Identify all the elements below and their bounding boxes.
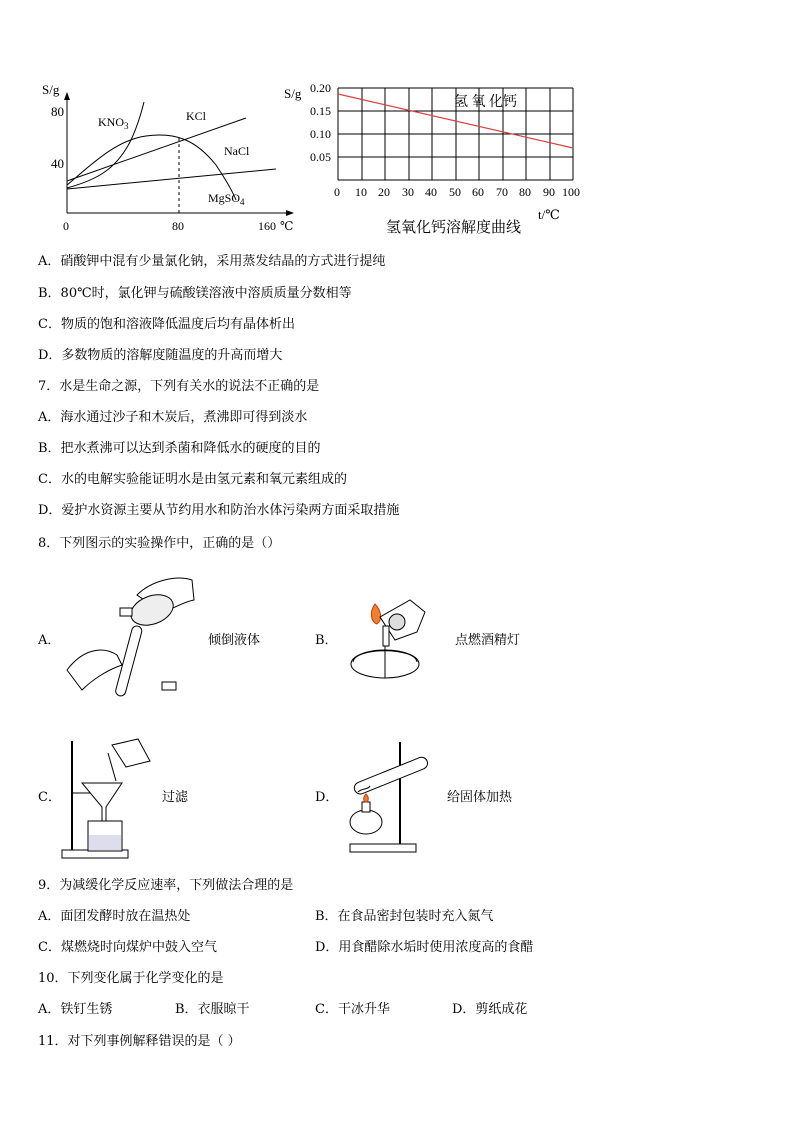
q7-option-c[interactable]: C．水的电解实验能证明水是由氢元素和氧元素组成的 [38,472,347,487]
x-tick-160: 160 [258,219,276,233]
x-tick: 10 [355,185,367,199]
heating-solid-illustration [340,740,440,855]
x-tick: 100 [562,185,580,199]
q6-option-c[interactable]: C．物质的饱和溶液降低温度后均有晶体析出 [38,317,295,332]
q10-option-a[interactable]: A．铁钉生锈 [38,1002,113,1017]
series-line-NaCl [67,169,276,189]
q8-option-a-text: 倾倒液体 [208,633,261,648]
x-tick: 0 [334,185,340,199]
q6-option-b[interactable]: B．80℃时，氯化钾与硫酸镁溶液中溶质质量分数相等 [38,286,352,301]
y-axis-arrow [64,92,70,100]
x-axis-label: ℃ [280,219,294,233]
x-tick: 50 [449,185,461,199]
q9-option-b[interactable]: B．在食品密封包装时充入氮气 [315,909,494,924]
q8-option-d-letter[interactable]: D． [315,790,339,805]
x-tick: 40 [425,185,437,199]
q6-option-d[interactable]: D．多数物质的溶解度随温度的升高而增大 [38,348,283,363]
y-tick-80: 80 [51,104,64,119]
lighting-alcohol-lamp-illustration [335,592,435,687]
filtration-illustration [60,735,155,860]
x-tick: 20 [378,185,390,199]
q7-stem: 7．水是生命之源，下列有关水的说法不正确的是 [38,379,320,394]
pouring-liquid-illustration [62,570,202,710]
x-ticks [334,185,580,199]
legend-label: 氢 氧 化钙 [454,95,517,110]
q10-stem: 10．下列变化属于化学变化的是 [38,971,224,986]
chart-title: 氢氧化钙溶解度曲线 [386,220,522,236]
y-tick-0.15: 0.15 [310,104,331,118]
q11-stem: 11．对下列事例解释错误的是（ ） [38,1034,241,1049]
q8-stem: 8．下列图示的实验操作中，正确的是（） [38,536,281,551]
y-tick-0.20: 0.20 [310,81,331,95]
y-axis-label: S/g [284,86,302,101]
q6-option-a[interactable]: A．硝酸钾中混有少量氯化钠，采用蒸发结晶的方式进行提纯 [38,254,386,269]
q8-option-b-letter[interactable]: B． [315,633,338,648]
y-tick-40: 40 [51,156,64,171]
q10-option-d[interactable]: D．剪纸成花 [452,1002,528,1017]
series-label-KNO3: $KNO_3$ [98,115,129,131]
series-label-MgSO4: MgSO$_4$ [208,191,245,207]
q7-option-b[interactable]: B．把水煮沸可以达到杀菌和降低水的硬度的目的 [38,441,321,456]
series-label-KCl: KCl [186,109,207,123]
q8-option-c-letter[interactable]: C． [38,790,61,805]
q9-option-a[interactable]: A．面团发酵时放在温热处 [38,909,191,924]
q9-stem: 9．为减缓化学反应速率，下列做法合理的是 [38,878,294,893]
y-tick-0.05: 0.05 [310,150,331,164]
q9-option-d[interactable]: D．用食醋除水垢时使用浓度高的食醋 [315,940,534,955]
x-axis-label: t/℃ [538,207,560,222]
series-line-KCl [67,118,246,181]
y-axis-label: S/g [42,82,60,97]
series-label-NaCl: NaCl [224,144,250,158]
q9-option-c[interactable]: C．煤燃烧时向煤炉中鼓入空气 [38,940,217,955]
q8-option-c-text: 过滤 [162,790,189,805]
solubility-chart [36,80,296,240]
calcium-hydroxide-chart [282,78,592,238]
q10-option-c[interactable]: C．干冰升华 [315,1002,390,1017]
q10-option-b[interactable]: B．衣服晾干 [175,1002,250,1017]
x-tick-80: 80 [172,219,184,233]
x-tick: 60 [472,185,484,199]
q8-option-d-text: 给固体加热 [447,790,513,805]
q8-option-b-text: 点燃酒精灯 [455,633,521,648]
x-tick: 80 [519,185,531,199]
x-tick: 70 [496,185,508,199]
q7-option-a[interactable]: A．海水通过沙子和木炭后，煮沸即可得到淡水 [38,410,308,425]
x-tick: 90 [543,185,555,199]
y-tick-0.10: 0.10 [310,127,331,141]
q8-option-a-letter[interactable]: A． [38,633,61,648]
x-tick: 30 [402,185,414,199]
q7-option-d[interactable]: D．爱护水资源主要从节约用水和防治水体污染两方面采取措施 [38,503,400,518]
x-tick-0: 0 [63,219,69,233]
